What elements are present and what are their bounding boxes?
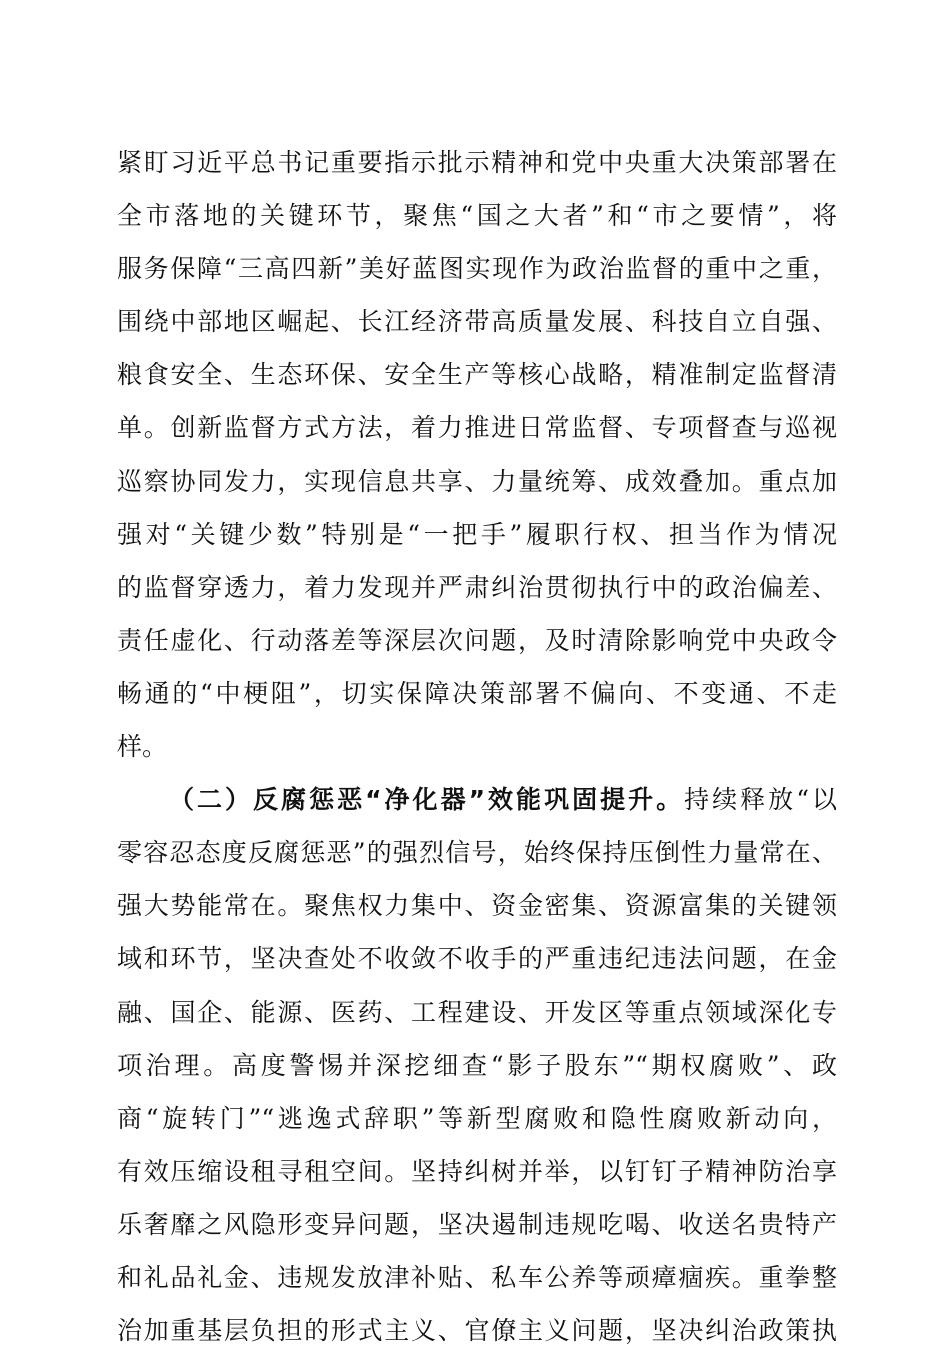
text-line: 全市落地的关键环节，聚焦“国之大者”和“市之要情”，将 [117,201,837,231]
text-line: 服务保障“三高四新”美好蓝图实现作为政治监督的重中之重， [117,254,837,284]
text-line: 零容忍态度反腐惩恶”的强烈信号，始终保持压倒性力量常在、 [117,838,837,868]
text-fragment: 持续释放“以 [684,785,837,815]
text-line: 畅通的“中梗阻”，切实保障决策部署不偏向、不变通、不走 [117,678,837,708]
text-line: 的监督穿透力，着力发现并严肃纠治贯彻执行中的政治偏差、 [117,572,837,602]
text-line: 项治理。高度警惕并深挖细查“影子股东”“期权腐败”、政 [117,1050,837,1080]
text-line: 商“旋转门”“逃逸式辞职”等新型腐败和隐性腐败新动向， [117,1103,837,1133]
section-heading: （二）反腐惩恶“净化器”效能巩固提升。 [169,785,685,815]
text-line: 强大势能常在。聚焦权力集中、资金密集、资源富集的关键领 [117,891,837,921]
text-line: 有效压缩设租寻租空间。坚持纠树并举，以钉钉子精神防治享 [117,1156,837,1186]
section-heading-line [117,773,837,826]
text-line: 强对“关键少数”特别是“一把手”履职行权、担当作为情况 [117,519,837,549]
text-line: 紧盯习近平总书记重要指示批示精神和党中央重大决策部署在 [117,148,837,177]
text-line: 责任虚化、行动落差等深层次问题，及时清除影响党中央政令 [117,625,837,655]
text-line: 治加重基层负担的形式主义、官僚主义问题，坚决纠治政策执 [117,1316,837,1346]
text-line: 巡察协同发力，实现信息共享、力量统筹、成效叠加。重点加 [117,466,837,496]
text-line: 样。 [117,732,168,762]
text-line: 和礼品礼金、违规发放津补贴、私车公养等顽瘴痼疾。重拳整 [117,1262,837,1292]
text-line: 单。创新监督方式方法，着力推进日常监督、专项督查与巡视 [117,413,837,443]
text-line: 乐奢靡之风隐形变异问题，坚决遏制违规吃喝、收送名贵特产 [117,1209,837,1239]
document-body [117,136,837,1357]
text-line: 围绕中部地区崛起、长江经济带高质量发展、科技自立自强、 [117,307,837,337]
text-line: 粮食安全、生态环保、安全生产等核心战略，精准制定监督清 [117,360,837,390]
text-line: 域和环节，坚决查处不收敛不收手的严重违纪违法问题，在金 [117,944,837,974]
text-line: 融、国企、能源、医药、工程建设、开发区等重点领域深化专 [117,997,837,1027]
